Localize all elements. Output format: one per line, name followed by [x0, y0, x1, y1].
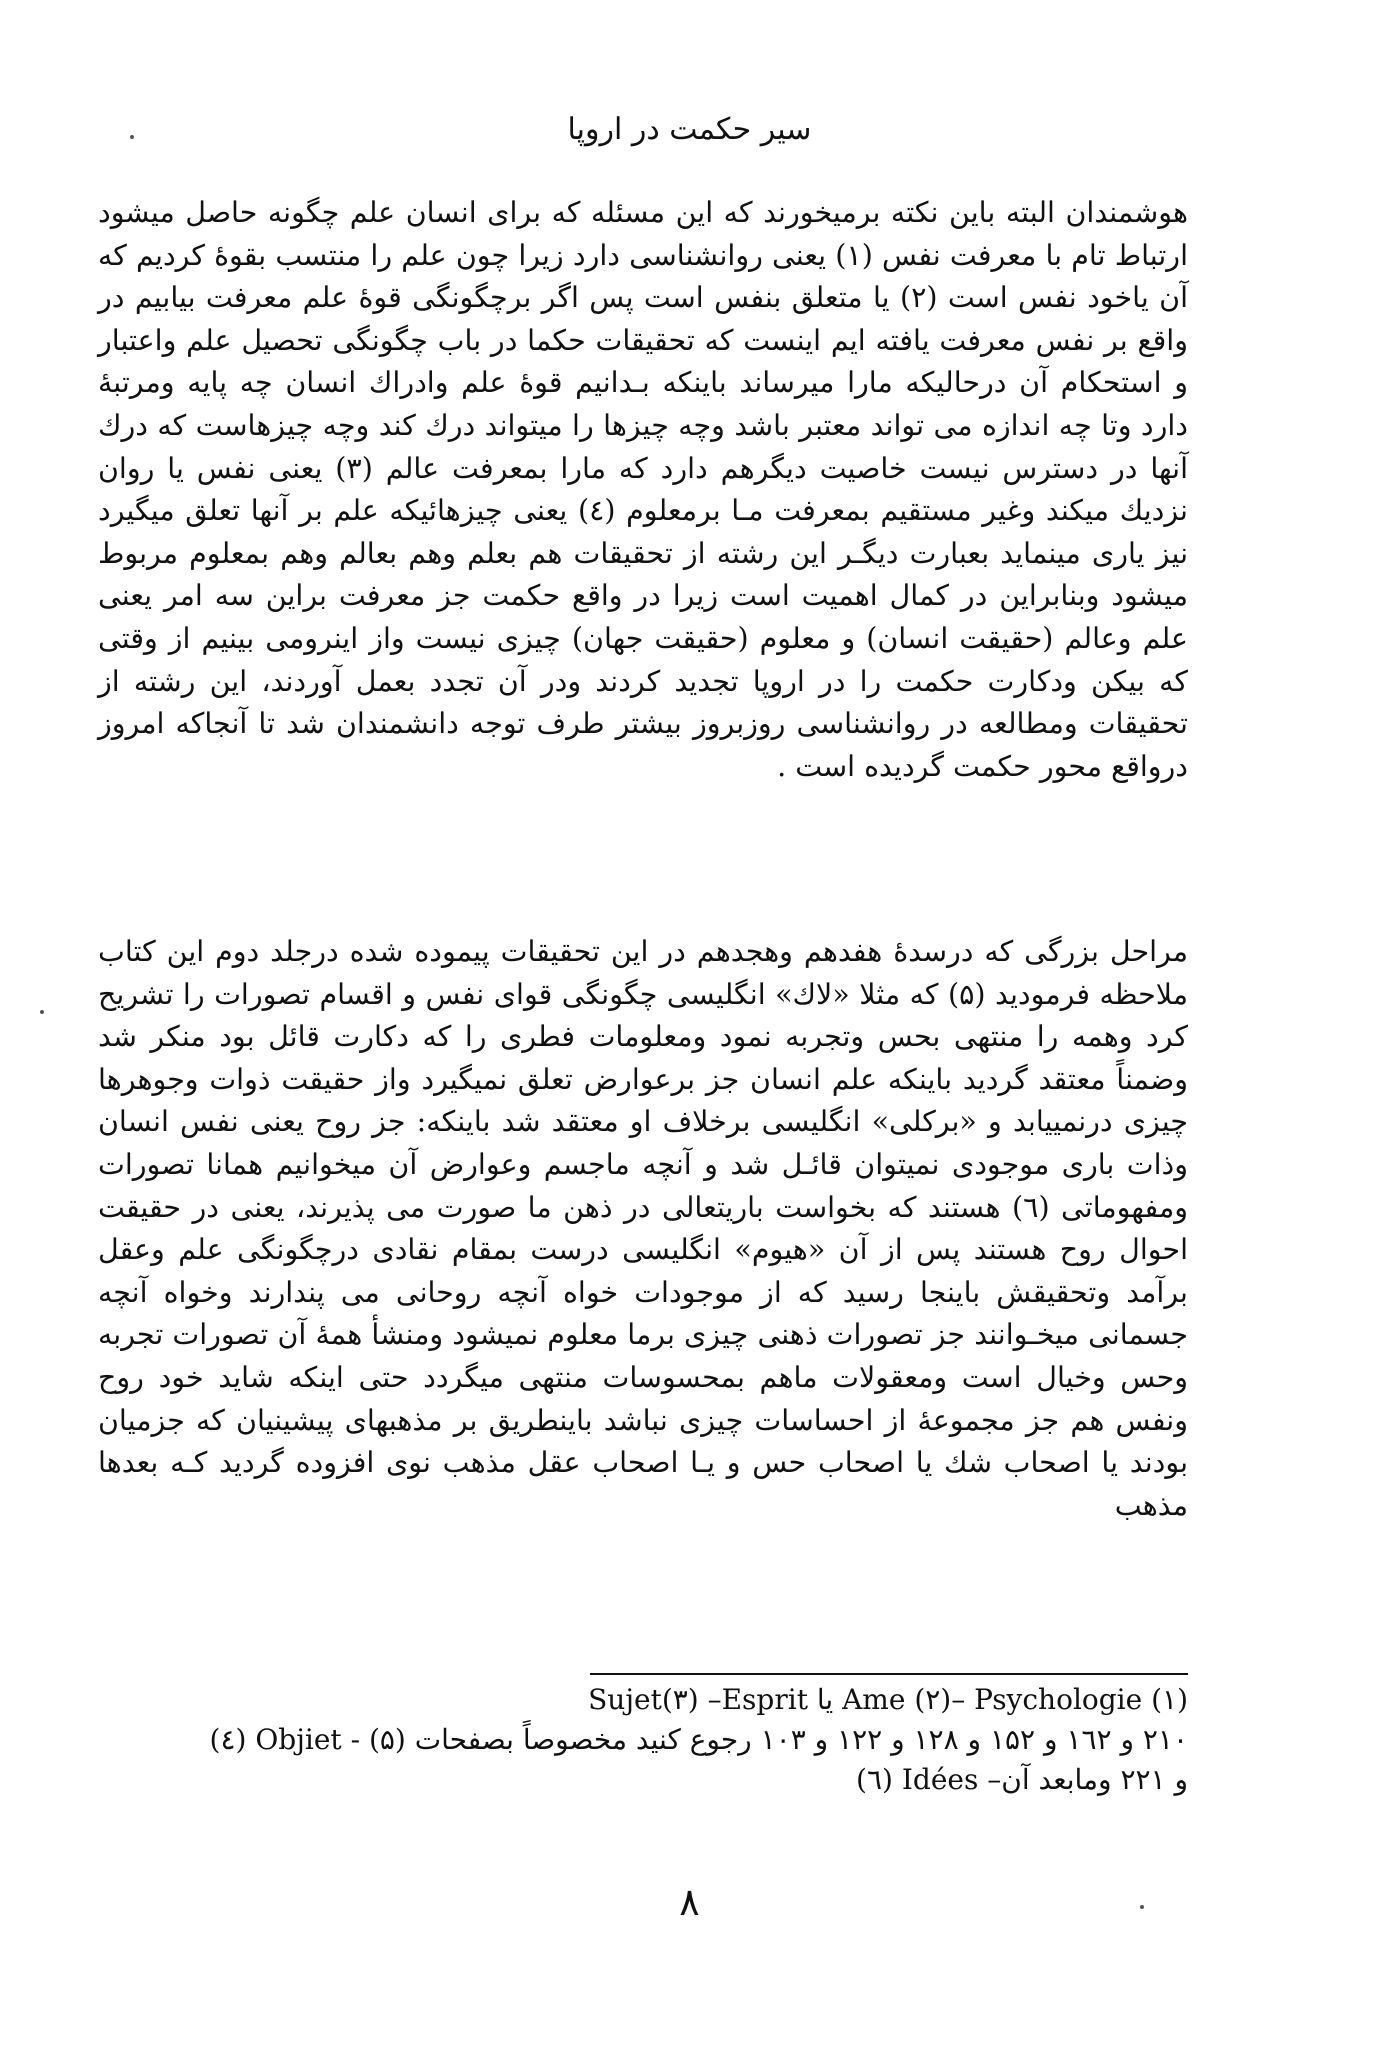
- footnote-text: ۲۱۰ و ۱٦۲ و ۱۵۲ و ۱۲۸ و ۱۲۲ و ۱۰۳ رجوع کنید مخصوصاً بصفحات (۵) - Objiet (٤): [209, 1723, 1188, 1756]
- footnote-text: Sujet(۳) –Esprit یا Ame (۲)– Psychologie (۱): [588, 1683, 1188, 1716]
- body-paragraph-1: هوشمندان البته باین نکته برمیخورند که این مسئله که برای انسان علم چگونه حاصل میشود ارتباط تام با معرفت نفس (۱) یعنی روانشناسی دارد زیرا چون علم را منتسب بقوهٔ کردیم که آن یاخود نفس است (۲) یا متعلق بنفس است پس اگر برچگونگی قوهٔ علم معرفت بیابیم در واقع بر نفس معرفت یافته ایم اینست که تحقیقات حکما در باب چگونگی تحصیل علم واعتبار و استحکام آن درحالیکه مارا میرساند باینکه بـدانیم قوهٔ علم وادراك انسان چه پایه ومرتبهٔ دارد وتا چه اندازه می تواند معتبر باشد وچه چیزها را میتواند درك كند وچه چیزهاست که درك آنها در دسترس نیست خاصیت دیگرهم دارد که مارا بمعرفت عالم (۳) یعنی نفس یا روان نزدیك میکند وغیر مستقیم بمعرفت مـا برمعلوم (٤) یعنی چیزهائیکه علم بر آنها تعلق میگیرد نیز یاری مینماید بعبارت دیگـر این رشته از تحقیقات هم بعلم وهم بعالم وهم بمعلوم مربوط میشود وبنابراین در کمال اهمیت است زیرا در واقع حکمت جز معرفت براین سه امر یعنی علم وعالم (حقیقت انسان) و معلوم (حقیقت جهان) چیزی نیست واز اینرومی بینیم از وقتی که بیکن ودکارت حکمت را در اروپا تجدید کردند ودر آن تجدد بعمل آوردند، این رشته از تحقیقات ومطالعه در روانشناسی روزبروز بیشتر طرف توجه دانشمندان شد تا آنجاکه امروز درواقع محور حکمت گردیده است .: [98, 196, 1188, 783]
- footnote-line-3: [96, 1760, 1188, 1800]
- scan-speck: [130, 135, 134, 139]
- footnote-line-1: [96, 1680, 1188, 1720]
- body-paragraph-2: مراحل بزرگی که درسدهٔ هفدهم وهجدهم در این تحقیقات پیموده شده درجلد دوم این کتاب ملاحظه فرمودید (۵) که مثلا «لاك» انگلیسی چگونگی قوای نفس و اقسام تصورات را تشریح کرد وهمه را منتهی بحس وتجربه نمود ومعلومات فطری را که دکارت قائل بود منکر شد وضمناً معتقد گردید باینکه علم انسان جز برعوارض تعلق نمیگیرد واز حقیقت ذوات وجوهرها چیزی درنمییابد و «برکلی» انگلیسی برخلاف او معتقد شد باینکه: جز روح یعنی نفس انسان وذات باری موجودی نمیتوان قائـل شد و آنچه ماجسم وعوارض آن میخوانیم همانا تصورات ومفهوماتی (٦) هستند که بخواست باریتعالی در ذهن ما صورت می پذیرند، یعنی در حقیقت احوال روح هستند پس از آن «هیوم» انگلیسی درست بمقام نقادی درچگونگی علم وعقل برآمد وتحقیقش باینجا رسید که از موجودات خواه آنچه روحانی می پندارند وخواه آنچه جسمانی میخـوانند جز تصورات ذهنی چیزی برما معلوم نمیشود ومنشأ همهٔ آن تصورات تجربه وحس وخیال است ومعقولات ماهم بمحسوسات منتهی میگردد حتی اینکه شاید خود روح ونفس هم جز مجموعهٔ از احساسات چیزی نباشد باینطریق بر مذهبهای پیشینیان که جزمیان بودند یا اصحاب شك یا اصحاب حس و یـا اصحاب عقل مذهب نوی افزوده گردید کـه بعدها مذهب: [98, 935, 1188, 1522]
- scan-speck: [1140, 1905, 1144, 1909]
- running-header-title: سیر حکمت در اروپا: [567, 112, 812, 147]
- footnote-line-2: [96, 1720, 1188, 1760]
- footnote-divider: [590, 1673, 1188, 1675]
- page-number: ۸: [679, 1880, 700, 1924]
- footnote-text: و ۲۲۱ ومابعد آن– Idées (٦): [856, 1763, 1188, 1796]
- scan-speck: [40, 1010, 44, 1014]
- footnotes: [96, 1680, 1188, 1800]
